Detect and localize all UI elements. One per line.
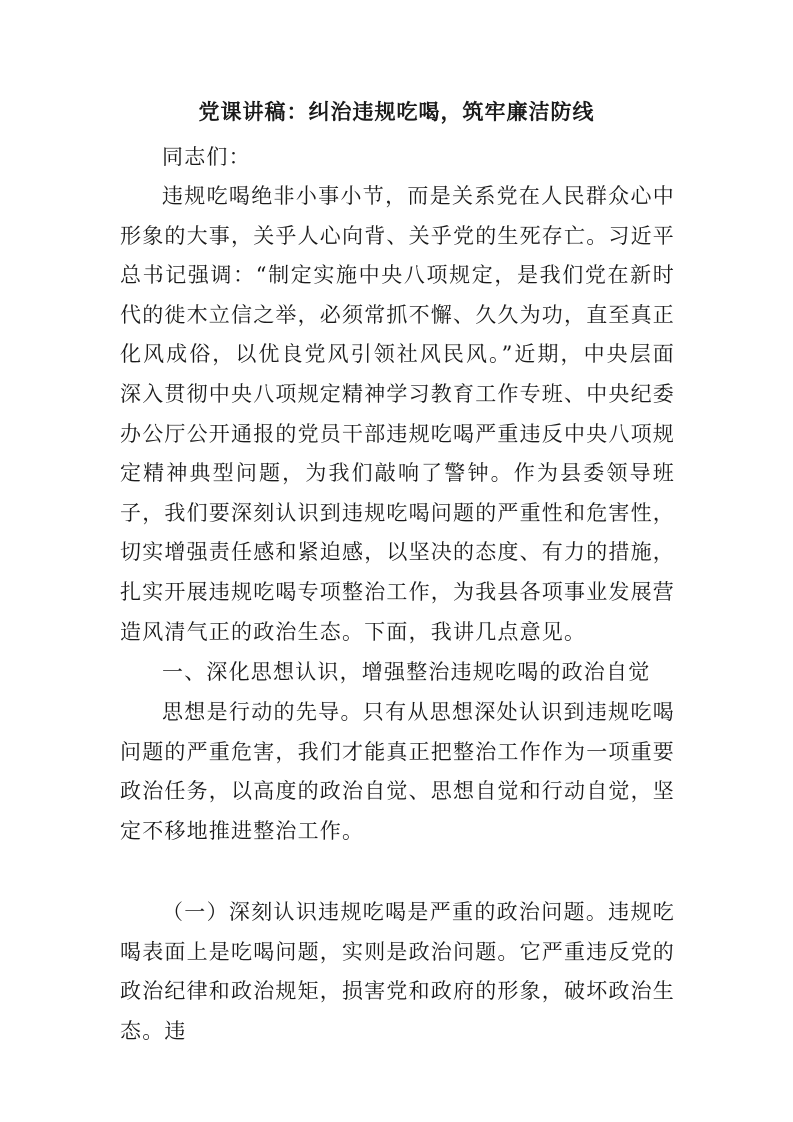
paragraph-section-1: 思想是行动的先导。只有从思想深处认识到违规吃喝问题的严重危害，我们才能真正把整治工作作为一项重要政治任务，以高度的政治自觉、思想自觉和行动自觉，坚定不移地推进整治工作。 <box>120 700 675 843</box>
paragraph-intro: 违规吃喝绝非小事小节，而是关系党在人民群众心中形象的大事，关乎人心向背、关乎党的生死存亡。习近平总书记强调：“制定实施中央八项规定，是我们党在新时代的徙木立信之举，必须常抓不懈、久久为功，直至真正化风成俗，以优良党风引领社风民风。”近期，中央层面深入贯彻中央八项规定精神学习教育工作专班、中央纪委办公厅公开通报的党员干部违规吃喝严重违反中央八项规定精神典型问题，为我们敲响了警钟。作为县委领导班子，我们要深刻认识到违规吃喝问题的严重性和危害性，切实增强责任感和紧迫感，以坚决的态度、有力的措施，扎实开展违规吃喝专项整治工作，为我县各项事业发展营造风清气正的政治生态。下面，我讲几点意见。 <box>120 184 675 644</box>
paragraph-subsection-1: （一）深刻认识违规吃喝是严重的政治问题。违规吃喝表面上是吃喝问题，实则是政治问题。它严重违反党的政治纪律和政治规矩，损害党和政府的形象，破坏政治生态。违 <box>120 900 675 1043</box>
document-title: 党课讲稿：纠治违规吃喝，筑牢廉洁防线 <box>198 99 595 124</box>
salutation: 同志们： <box>162 145 251 169</box>
section-heading-1: 一、深化思想认识，增强整治违规吃喝的政治自觉 <box>162 660 651 684</box>
